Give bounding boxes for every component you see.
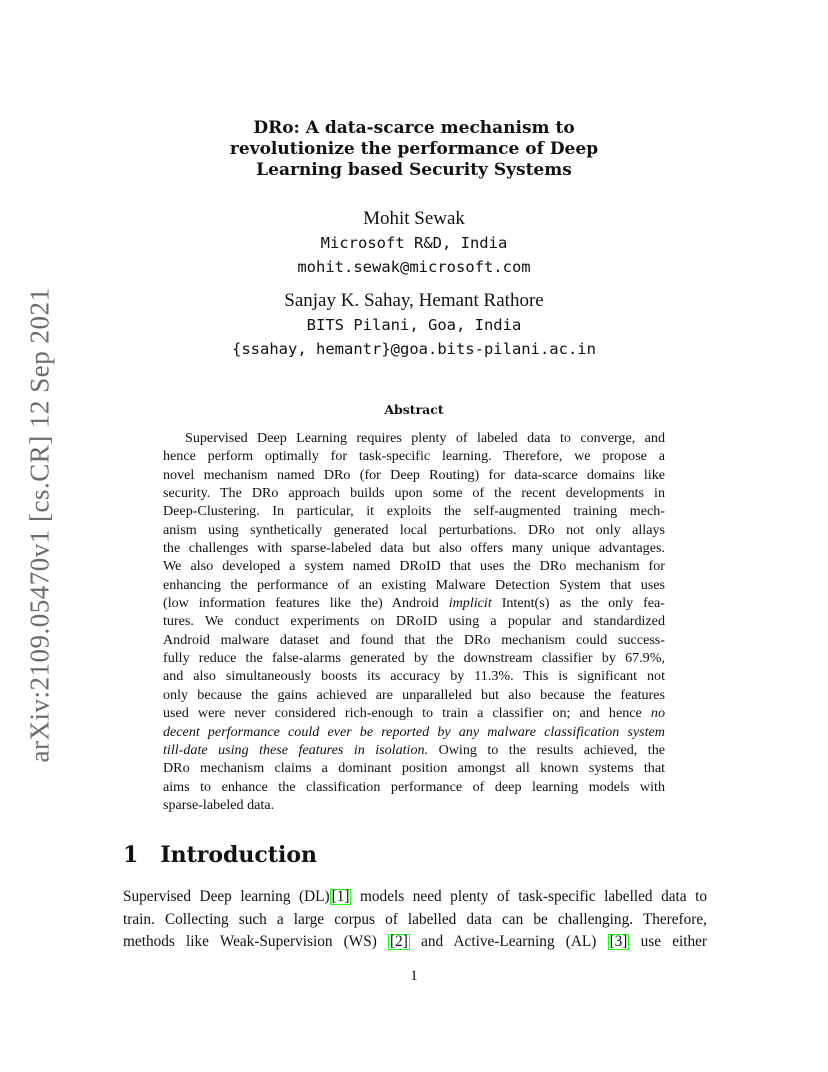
author-name: Sanjay K. Sahay, Hemant Rathore — [284, 290, 544, 311]
author-affiliation: BITS Pilani, Goa, India — [306, 316, 522, 334]
abstract-line: and also simultaneously boosts its accuracy by 11.3%. This is significant not — [163, 668, 665, 685]
title-line: DRo: A data-scarce mechanism to — [253, 118, 575, 138]
citation-link[interactable]: [1] — [331, 888, 350, 905]
abstract-emphasis: implicit — [448, 595, 492, 612]
author-email: {ssahay, hemantr}@goa.bits-pilani.ac.in — [232, 340, 596, 358]
author-affiliation: Microsoft R&D, India — [320, 234, 508, 252]
abstract-line: Supervised Deep Learning requires plenty of labeled data to converge, and — [185, 430, 665, 446]
section-heading — [123, 840, 317, 870]
abstract-emphasis: till-date using these features in isolation. — [163, 741, 429, 758]
intro-line — [123, 886, 707, 909]
citation-link[interactable]: [2] — [390, 933, 408, 950]
abstract-line: DRo mechanism claims a dominant position amongst all known systems that — [163, 760, 665, 777]
arxiv-sidebar — [20, 287, 60, 763]
paper-title — [150, 118, 678, 181]
author-block-2 — [150, 289, 678, 361]
intro-line — [123, 931, 707, 954]
author-email: mohit.sewak@microsoft.com — [297, 258, 531, 276]
author-block-1 — [150, 207, 678, 279]
abstract-emphasis: decent performance could ever be reported by any malware classification system — [163, 723, 665, 740]
intro-body — [123, 886, 707, 954]
abstract-line: only because the gains achieved are unparalleled but also because the features — [163, 686, 665, 703]
abstract-line: enhancing the performance of an existing Malware Detection System that uses — [163, 576, 665, 593]
abstract-line — [163, 594, 665, 612]
author-name: Mohit Sewak — [363, 208, 465, 229]
abstract-line: sparse-labeled data. — [163, 796, 275, 813]
abstract-line: security. The DRo approach builds upon some of the recent developments in — [163, 485, 665, 502]
abstract-emphasis: no — [650, 705, 665, 722]
abstract-heading: Abstract — [384, 402, 444, 417]
intro-text: methods like Weak-Supervision (WS) — [123, 933, 377, 950]
abstract-line: aims to enhance the classification performance of deep learning models with — [163, 778, 665, 795]
intro-text: and Active-Learning (AL) — [421, 933, 597, 950]
abstract-line: Android malware dataset and found that the DRo mechanism could success- — [163, 631, 665, 648]
abstract-line: hence perform optimally for task-specific learning. Therefore, we propose a — [163, 448, 665, 465]
abstract-line — [163, 704, 665, 722]
abstract-text: (low information features like the) Android — [163, 595, 439, 612]
abstract-text: used were never considered rich-enough to train a classifier on; and hence — [163, 705, 642, 722]
abstract-body — [163, 429, 665, 814]
section-title: Introduction — [160, 842, 317, 868]
citation-link[interactable]: [3] — [609, 933, 628, 950]
intro-text: use either — [640, 933, 708, 950]
abstract-line — [163, 723, 665, 741]
intro-text: models need plenty of task-specific labelled data to — [360, 888, 708, 905]
abstract-line: fully reduce the false-alarms generated by the downstream classifier by 67.9%, — [163, 650, 665, 667]
abstract-line — [163, 741, 665, 759]
abstract-line: tures. We conduct experiments on DRoID using a popular and standardized — [163, 613, 665, 630]
section-number: 1 — [123, 842, 139, 868]
title-line: Learning based Security Systems — [256, 160, 572, 180]
abstract-line: the challenges with sparse-labeled data but also offers many unique advantages. — [163, 540, 665, 557]
abstract-line: Deep-Clustering. In particular, it exploits the self-augmented training mech- — [163, 503, 665, 520]
intro-text: Supervised Deep learning (DL) — [123, 888, 330, 905]
abstract-line: anism using synthetically generated local perturbations. DRo not only allays — [163, 521, 665, 538]
title-line: revolutionize the performance of Deep — [229, 139, 599, 159]
page-number: 1 — [410, 968, 418, 984]
intro-line: train. Collecting such a large corpus of labelled data can be challenging. Therefore, — [123, 910, 707, 928]
abstract-line: We also developed a system named DRoID that uses the DRo mechanism for — [163, 558, 665, 575]
arxiv-identifier: arXiv:2109.05470v1 [cs.CR] 12 Sep 2021 — [24, 287, 55, 763]
abstract-text: Intent(s) as the only fea- — [501, 595, 665, 612]
abstract-text: Owing to the results achieved, the — [438, 741, 665, 758]
abstract-line: novel mechanism named DRo (for Deep Routing) for data-scarce domains like — [163, 466, 665, 483]
